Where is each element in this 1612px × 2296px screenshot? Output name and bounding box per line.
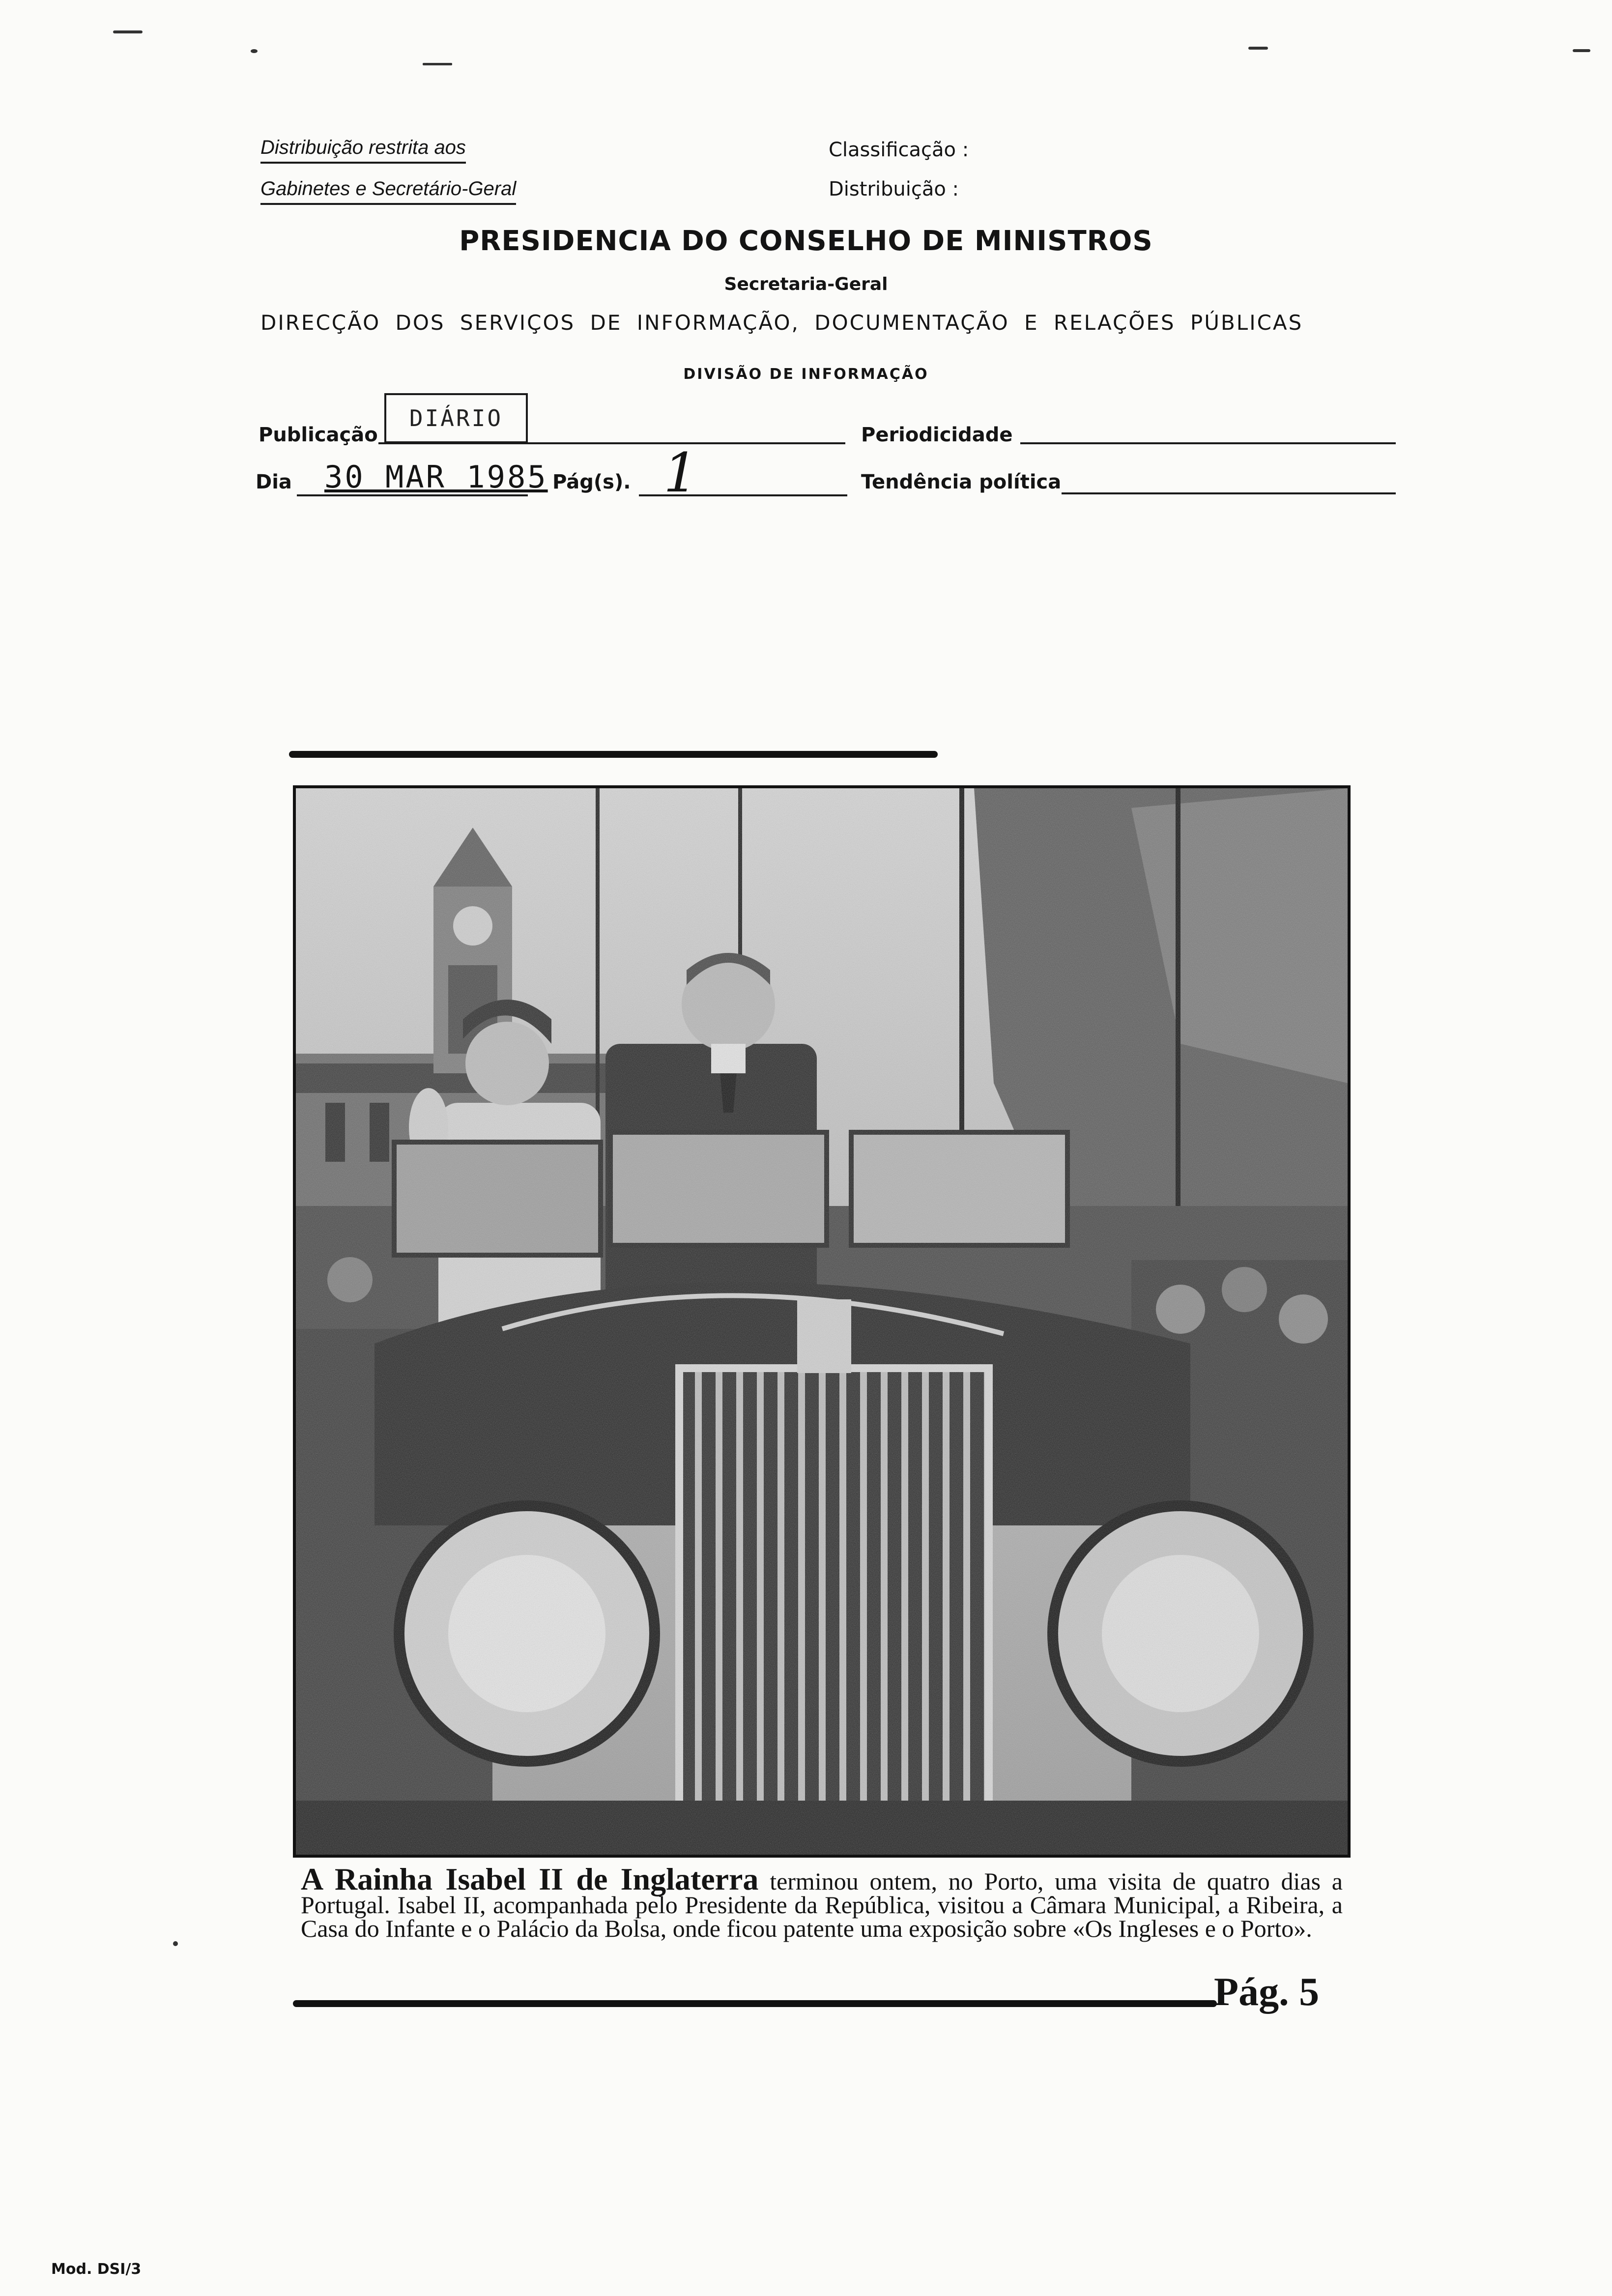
publication-field-line [378,442,845,444]
classification-label: Classificação : [829,139,969,161]
distribution-restricted-line1: Distribuição restrita aos [260,137,466,164]
scan-mark [1573,49,1590,52]
political-tendency-label: Tendência política [861,471,1062,493]
pages-field-line [639,494,847,496]
caption-body: terminou ontem, no Porto, uma visita de quatro dias a Portugal. Isabel II, acompanhada pelo Presidente da República, visitou a Câmara Municipal, a Ribeira, a Casa do Infante e o Palácio da Bolsa, onde ficou patente uma exposição sobre «Os Ingleses e o Porto». [301,1867,1343,1942]
news-photo [293,785,1351,1858]
distribution-restricted-line2: Gabinetes e Secretário-Geral [260,178,516,205]
day-field-line [297,494,528,496]
publication-stamp: DIÁRIO [384,393,528,443]
ministry-title: PRESIDENCIA DO CONSELHO DE MINISTROS [459,225,1153,257]
periodicity-field-line [1020,442,1396,444]
publication-label: Publicação [259,424,378,446]
page-reference: Pág. 5 [1214,1969,1320,2014]
scan-mark [113,30,143,33]
distribution-label: Distribuição : [829,178,959,201]
pages-value: 1 [663,441,698,504]
form-code: Mod. DSI/3 [51,2261,142,2278]
day-label: Dia [256,471,292,493]
day-value: 30 MAR 1985 [324,459,548,495]
scan-mark [423,63,452,65]
directorate-heading: DIRECÇÃO DOS SERVIÇOS DE INFORMAÇÃO, DOCUMENTAÇÃO E RELAÇÕES PÚBLICAS [260,311,1303,335]
secretariat-subtitle: Secretaria-Geral [724,274,888,294]
caption-lead: A Rainha Isabel II de Inglaterra [301,1862,759,1896]
photo-caption [301,1862,1343,1942]
pages-label: Pág(s). [552,471,631,493]
scan-mark [173,1941,178,1946]
political-tendency-field-line [1062,492,1396,494]
scan-mark [1248,47,1268,50]
scan-mark [251,49,258,53]
division-heading: DIVISÃO DE INFORMAÇÃO [683,366,929,383]
periodicity-label: Periodicidade [861,424,1013,446]
clipping-top-rule [289,751,938,758]
clipping-bottom-rule [293,2000,1217,2007]
